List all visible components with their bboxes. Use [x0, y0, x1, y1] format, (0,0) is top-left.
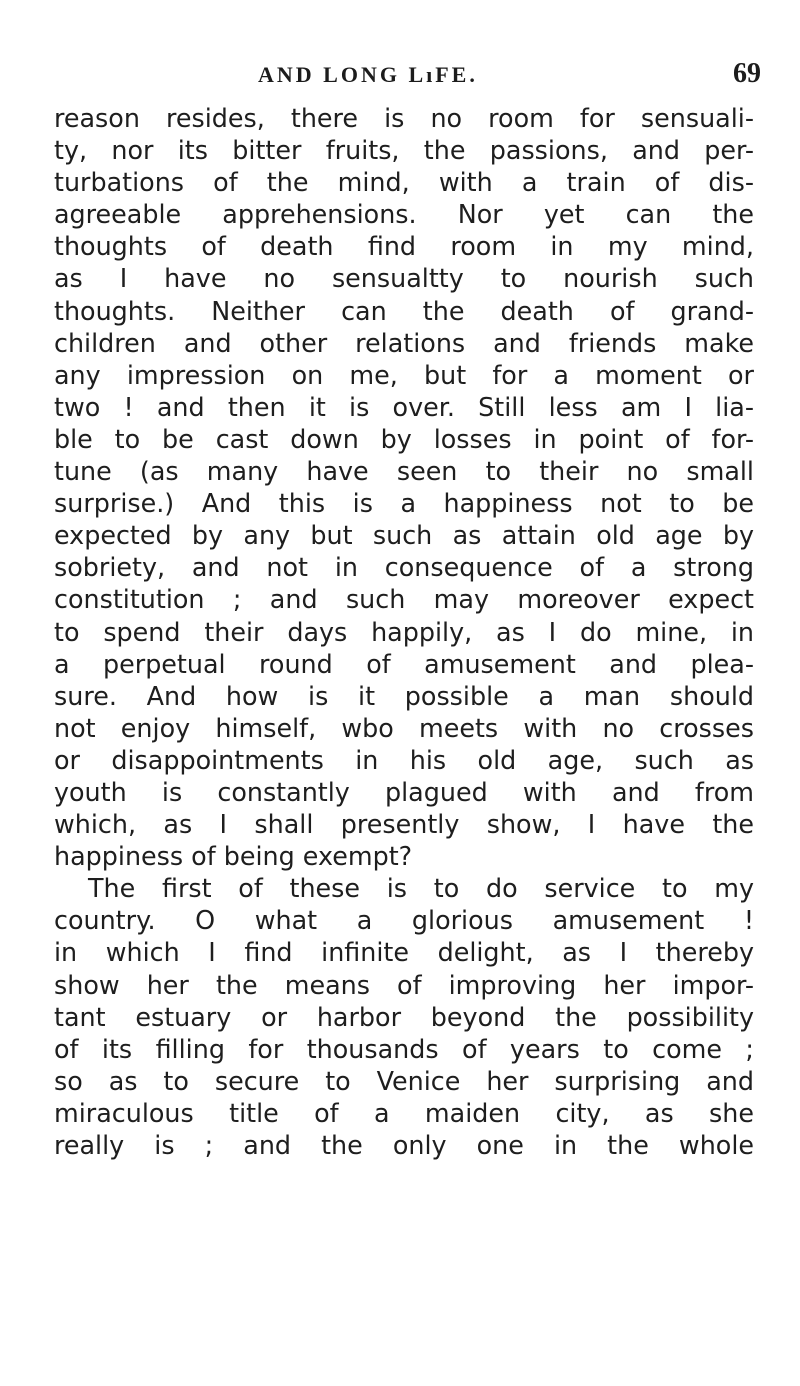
text-line: ty, nor its bitter fruits, the passions, and per- — [54, 135, 754, 166]
text-line: sobriety, and not in consequence of a strong — [54, 552, 754, 583]
text-line: really is ; and the only one in the whole — [54, 1130, 754, 1160]
text-line: constitution ; and such may moreover expect — [54, 584, 754, 615]
text-line: country. O what a glorious amusement ! — [54, 905, 754, 936]
text-line: expected by any but such as attain old age by — [54, 520, 754, 551]
text-line: to spend their days happily, as I do mine, in — [54, 616, 754, 647]
text-line: happiness of being exempt? — [54, 841, 413, 872]
text-line: not enjoy himself, wbo meets with no crosses — [54, 712, 754, 743]
text-line: as I have no sensualtty to nourish such — [54, 263, 754, 294]
text-line: which, as I shall presently show, I have the — [54, 809, 754, 840]
body-text — [54, 102, 754, 1161]
text-line: youth is constantly plagued with and from — [54, 776, 754, 807]
text-line: a perpetual round of amusement and plea- — [54, 648, 754, 679]
text-line: of its filling for thousands of years to come ; — [54, 1033, 754, 1064]
text-line: sure. And how is it possible a man should — [54, 680, 754, 711]
text-line: or disappointments in his old age, such as — [54, 744, 754, 775]
text-line: thoughts. Neither can the death of grand- — [54, 295, 754, 326]
text-line: two ! and then it is over. Still less am I lia- — [54, 391, 754, 422]
text-line: agreeable apprehensions. Nor yet can the — [54, 199, 754, 230]
text-line: tant estuary or harbor beyond the possibility — [54, 1001, 754, 1032]
text-line: miraculous title of a maiden city, as she — [54, 1097, 754, 1128]
page-number: 69 — [733, 58, 761, 89]
text-line: turbations of the mind, with a train of dis- — [54, 167, 754, 198]
text-line: reason resides, there is no room for sensuali- — [54, 103, 754, 133]
text-line: in which I find infinite delight, as I thereby — [54, 937, 754, 968]
text-line: any impression on me, but for a moment or — [54, 359, 754, 390]
text-line: children and other relations and friends make — [54, 327, 754, 358]
text-line: so as to secure to Venice her surprising and — [54, 1065, 754, 1096]
text-line: thoughts of death find room in my mind, — [54, 231, 754, 262]
text-line: ble to be cast down by losses in point of for- — [54, 423, 754, 454]
text-line: show her the means of improving her impor- — [54, 969, 754, 1000]
text-line: surprise.) And this is a happiness not to be — [54, 488, 754, 519]
text-line: The first of these is to do service to my — [88, 873, 754, 904]
text-line: tune (as many have seen to their no small — [54, 456, 754, 487]
running-head: AND LONG LıFE. — [258, 62, 478, 87]
